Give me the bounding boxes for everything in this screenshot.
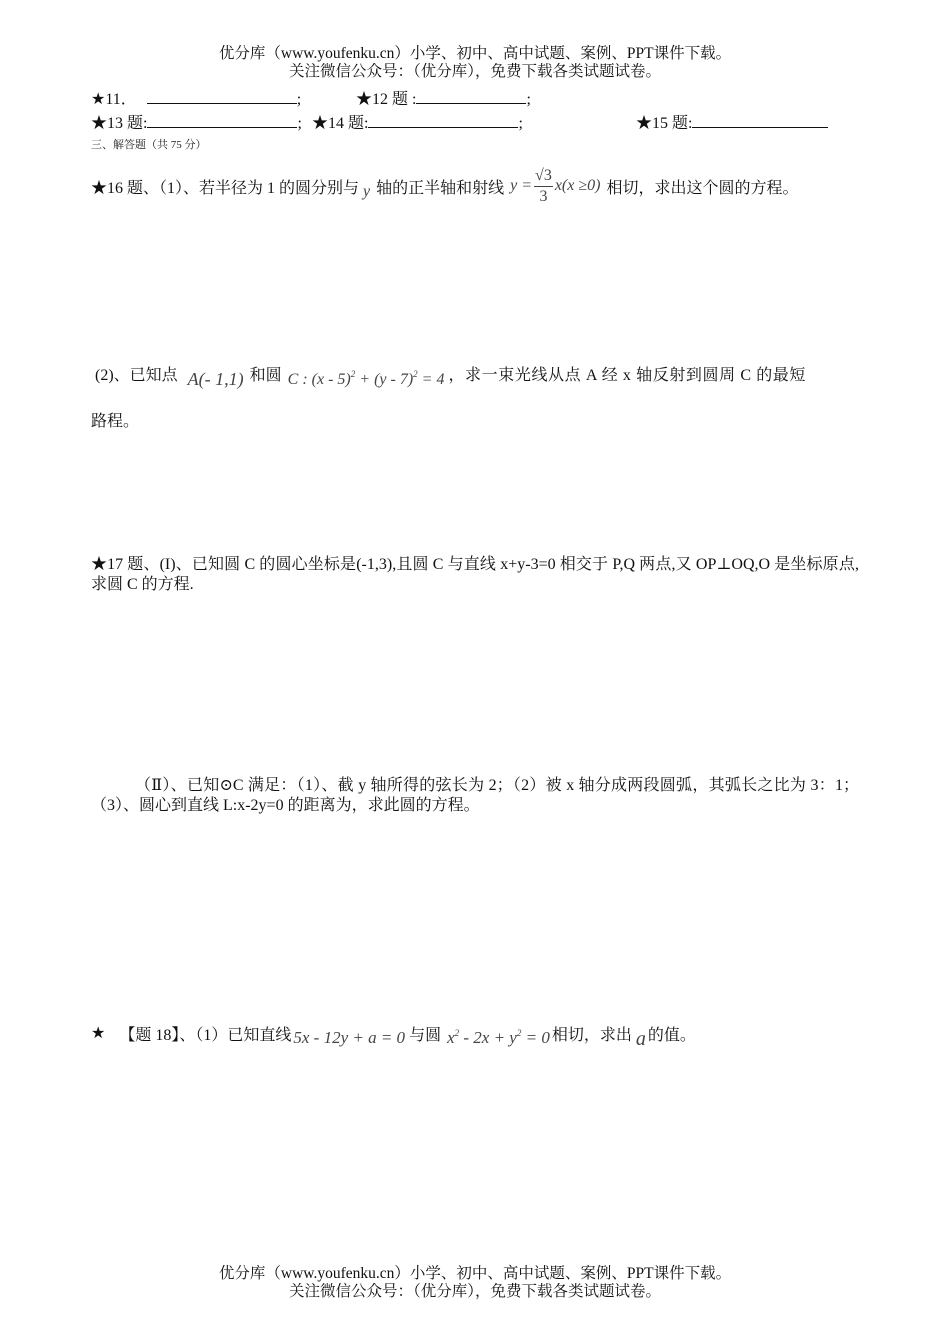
q11-semicolon: ; bbox=[296, 91, 302, 108]
q13-label: ★13 题: bbox=[91, 115, 148, 132]
q16-text-b: 轴的正半轴和射线 bbox=[376, 179, 505, 197]
q16-circle-equation bbox=[288, 369, 445, 389]
q18-circle-part-3: = 0 bbox=[521, 1028, 550, 1047]
header-line-1: 优分库（www.youfenku.cn）小学、初中、高中试题、案例、PPT课件下载。 bbox=[218, 45, 732, 62]
q18-mid-text: 与圆 bbox=[409, 1026, 442, 1044]
q16-p2-text-b: 和圆 bbox=[249, 366, 282, 384]
q16-eq-rhs: x(x ≥0) bbox=[554, 177, 601, 194]
q17-part1: ★17 题、(I)、已知圆 C 的圆心坐标是(-1,3),且圆 C 与直线 x+y-3=0 相交于 P,Q 两点,又 OP⊥OQ,O 是坐标原点,求圆 C 的方程. bbox=[91, 556, 859, 593]
q18-star: ★ bbox=[91, 1025, 106, 1042]
q18-circle-equation bbox=[447, 1028, 550, 1048]
answer-blank-q15 bbox=[636, 110, 828, 133]
q16-frac-num: √3 bbox=[534, 166, 553, 187]
q18-tail-2: 的值。 bbox=[647, 1026, 696, 1044]
q14-blank-line[interactable] bbox=[368, 113, 518, 128]
header-line-2: 关注微信公众号：（优分库），免费下载各类试题试卷。 bbox=[288, 63, 661, 80]
q17-part2: （Ⅱ）、已知⊙C 满足：（1）、截 y 轴所得的弦长为 2；（2）被 x 轴分成两段圆弧，其弧长之比为 3：1；（3）、圆心到直线 L:x-2y=0 的距离为，求此圆的方程。 bbox=[91, 777, 859, 814]
q16-p2-text-c: ，求一束光线从点 A 经 x 轴反射到圆周 C 的最短 bbox=[448, 366, 806, 384]
q18-circle-sq-1: 2 bbox=[454, 1028, 460, 1038]
q16-circle-part-1: C : (x - 5) bbox=[287, 371, 351, 388]
q12-semicolon: ; bbox=[526, 91, 531, 108]
q16-circle-part-2: + (y - 7) bbox=[355, 371, 414, 388]
answer-blank-q14 bbox=[312, 110, 523, 133]
q16-fraction bbox=[534, 166, 553, 207]
q18-var-a: a bbox=[635, 1027, 646, 1050]
q16-ray-equation bbox=[510, 166, 600, 207]
answer-blank-q11 bbox=[91, 86, 301, 109]
q16-point-a: A(- 1,1) bbox=[187, 368, 244, 389]
q16-part2-continued: 路程。 bbox=[91, 413, 140, 430]
q16-p2-text-a: (2)、已知点 bbox=[95, 366, 178, 384]
q15-label: ★15 题: bbox=[636, 115, 693, 132]
q11-label: ★11． bbox=[91, 91, 137, 108]
section-title: 三、解答题（共 75 分） bbox=[91, 139, 207, 151]
q18-part1 bbox=[91, 1018, 696, 1048]
q12-blank-line[interactable] bbox=[416, 89, 526, 104]
q18-circle-part-1: x bbox=[447, 1028, 455, 1047]
footer-line-1: 优分库（www.youfenku.cn）小学、初中、高中试题、案例、PPT课件下载。 bbox=[218, 1265, 732, 1282]
q16-eq-lhs: y = bbox=[510, 177, 533, 194]
q18-label: 【题 18】、（1）已知直线 bbox=[119, 1026, 292, 1044]
q16-part1 bbox=[91, 166, 798, 206]
q11-blank-line[interactable] bbox=[147, 89, 297, 104]
q13-blank-line[interactable] bbox=[147, 113, 297, 128]
q12-label: ★12 题 : bbox=[356, 91, 417, 108]
answer-blank-q13 bbox=[91, 110, 302, 133]
q18-circle-sq-2: 2 bbox=[516, 1028, 522, 1038]
q16-text-a: ★16 题、（1）、若半径为 1 的圆分别与 bbox=[91, 179, 360, 197]
q16-circle-part-3: = 4 bbox=[417, 371, 445, 388]
q14-label: ★14 题: bbox=[312, 115, 369, 132]
q16-circle-sq-2: 2 bbox=[413, 369, 418, 379]
q16-frac-den: 3 bbox=[539, 187, 548, 205]
q13-semicolon: ; bbox=[297, 115, 302, 132]
q16-text-c: 相切，求出这个圆的方程。 bbox=[606, 179, 799, 197]
q16-part2 bbox=[95, 358, 806, 388]
q16-circle-sq-1: 2 bbox=[350, 369, 356, 379]
q18-tail-1: 相切，求出 bbox=[551, 1026, 632, 1044]
q15-blank-line[interactable] bbox=[692, 113, 828, 128]
q14-semicolon: ; bbox=[518, 115, 523, 132]
q18-circle-part-2: - 2x + y bbox=[459, 1028, 517, 1047]
answer-blank-q12 bbox=[356, 86, 531, 109]
q16-var-y: y bbox=[363, 183, 371, 200]
footer-line-2: 关注微信公众号：（优分库），免费下载各类试题试卷。 bbox=[288, 1283, 661, 1300]
q18-line-equation: 5x - 12y + a = 0 bbox=[293, 1028, 406, 1047]
